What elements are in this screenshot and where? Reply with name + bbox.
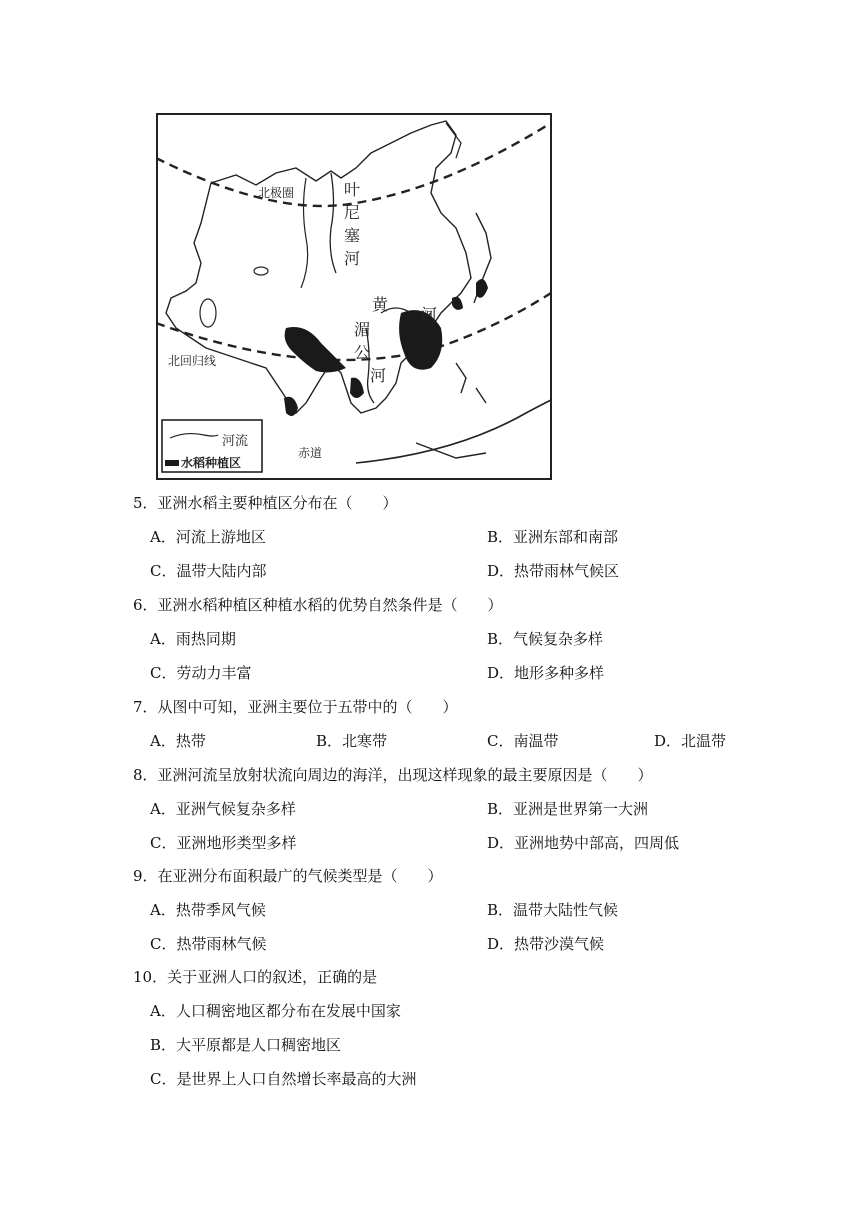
q6-option-b: B．气候复杂多样 [487,630,604,648]
yenisei-label-3: 塞 [344,226,361,245]
yellow-river-label-1: 黄 [372,295,389,314]
question-8-stem: 8．亚洲河流呈放射状流向周边的海洋，出现这样现象的最主要原因是（ ） [133,766,653,784]
q7-option-d: D．北温带 [654,732,727,750]
question-7-stem: 7．从图中可知，亚洲主要位于五带中的（ ） [133,698,458,716]
yellow-river-label-2: 河 [421,305,438,324]
tropic-of-cancer-label: 北回归线 [168,354,217,368]
arctic-circle-label: 北极圈 [258,186,295,200]
q6-option-d: D．地形多种多样 [487,664,605,682]
q5-option-d: D．热带雨林气候区 [487,562,620,580]
mekong-label-3: 河 [370,366,387,385]
mekong-label-2: 公 [354,343,371,362]
mekong-label-1: 湄 [354,320,371,339]
question-9-stem: 9．在亚洲分布面积最广的气候类型是（ ） [133,867,443,885]
q5-option-a: A．河流上游地区 [150,528,266,546]
question-5-stem: 5．亚洲水稻主要种植区分布在（ ） [133,494,398,512]
asia-rice-map [156,113,552,480]
question-10-stem: 10．关于亚洲人口的叙述，正确的是 [133,968,378,986]
question-6-stem: 6．亚洲水稻种植区种植水稻的优势自然条件是（ ） [133,596,503,614]
q8-option-d: D．亚洲地势中部高，四周低 [487,834,680,852]
q5-option-b: B．亚洲东部和南部 [487,528,619,546]
q9-option-d: D．热带沙漠气候 [487,935,605,953]
legend-river-label: 河流 [222,434,249,449]
legend-rice-symbol [165,460,179,466]
q10-option-a: A．人口稠密地区都分布在发展中国家 [150,1002,401,1020]
yenisei-label-2: 尼 [344,203,361,222]
q9-option-a: A．热带季风气候 [150,901,266,919]
q5-option-c: C．温带大陆内部 [150,562,267,580]
equator-label: 赤道 [298,446,323,460]
q8-option-b: B．亚洲是世界第一大洲 [487,800,649,818]
q9-option-b: B．温带大陆性气候 [487,901,619,919]
legend-rice-label: 水稻种植区 [181,456,242,470]
q6-option-c: C．劳动力丰富 [150,664,252,682]
q8-option-a: A．亚洲气候复杂多样 [150,800,296,818]
q9-option-c: C．热带雨林气候 [150,935,267,953]
q7-option-c: C．南温带 [487,732,559,750]
yenisei-label-1: 叶 [344,180,361,199]
q8-option-c: C．亚洲地形类型多样 [150,834,297,852]
q7-option-b: B．北寒带 [316,732,388,750]
q6-option-a: A．雨热同期 [150,630,236,648]
q7-option-a: A．热带 [150,732,206,750]
q10-option-b: B．大平原都是人口稠密地区 [150,1036,342,1054]
q10-option-c: C．是世界上人口自然增长率最高的大洲 [150,1070,417,1088]
yenisei-label-4: 河 [344,249,361,268]
